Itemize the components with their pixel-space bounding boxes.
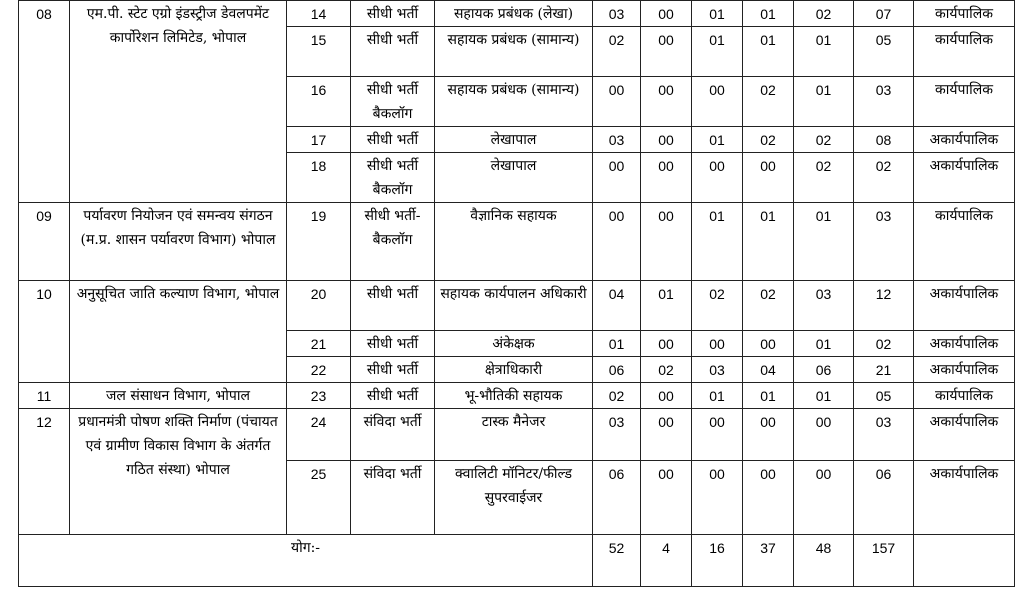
post-name: लेखापाल (435, 127, 593, 153)
table-row (19, 203, 1015, 281)
serial-number: 09 (19, 203, 70, 281)
count-c1: 00 (593, 77, 641, 127)
count-c3: 01 (692, 1, 743, 27)
count-c2: 00 (641, 1, 692, 27)
count-c5: 06 (794, 357, 854, 383)
post-number: 22 (287, 357, 351, 383)
post-type: अकार्यपालिक (914, 461, 1015, 535)
post-number: 20 (287, 281, 351, 331)
totals-blank (914, 535, 1015, 587)
recruitment-mode: सीधी भर्ती बैकलॉग (351, 77, 435, 127)
count-c5: 02 (794, 153, 854, 203)
totals-label: योग:- (19, 535, 593, 587)
count-c3: 00 (692, 331, 743, 357)
count-c2: 01 (641, 281, 692, 331)
count-c1: 03 (593, 127, 641, 153)
table-row (19, 1, 1015, 27)
table-row (19, 383, 1015, 409)
count-c2: 00 (641, 127, 692, 153)
post-number: 16 (287, 77, 351, 127)
department-name: अनुसूचित जाति कल्याण विभाग, भोपाल (70, 281, 287, 383)
recruitment-mode: सीधी भर्ती बैकलॉग (351, 153, 435, 203)
post-name: भू-भौतिकी सहायक (435, 383, 593, 409)
serial-number: 10 (19, 281, 70, 383)
row-total: 03 (854, 203, 914, 281)
post-type: कार्यपालिक (914, 27, 1015, 77)
totals-total: 157 (854, 535, 914, 587)
post-type: अकार्यपालिक (914, 331, 1015, 357)
post-number: 17 (287, 127, 351, 153)
post-type: कार्यपालिक (914, 1, 1015, 27)
post-name: सहायक प्रबंधक (सामान्य) (435, 77, 593, 127)
row-total: 07 (854, 1, 914, 27)
row-total: 06 (854, 461, 914, 535)
count-c5: 00 (794, 461, 854, 535)
count-c5: 01 (794, 331, 854, 357)
recruitment-mode: सीधी भर्ती (351, 27, 435, 77)
post-type: कार्यपालिक (914, 77, 1015, 127)
row-total: 05 (854, 383, 914, 409)
count-c5: 01 (794, 383, 854, 409)
count-c5: 01 (794, 77, 854, 127)
post-number: 19 (287, 203, 351, 281)
post-number: 25 (287, 461, 351, 535)
count-c3: 01 (692, 383, 743, 409)
count-c1: 01 (593, 331, 641, 357)
count-c4: 00 (743, 461, 794, 535)
table-row (19, 281, 1015, 331)
count-c4: 01 (743, 27, 794, 77)
row-total: 02 (854, 331, 914, 357)
count-c3: 00 (692, 77, 743, 127)
count-c2: 00 (641, 77, 692, 127)
count-c5: 02 (794, 1, 854, 27)
count-c3: 01 (692, 127, 743, 153)
row-total: 02 (854, 153, 914, 203)
count-c1: 02 (593, 383, 641, 409)
post-number: 15 (287, 27, 351, 77)
post-type: अकार्यपालिक (914, 281, 1015, 331)
row-total: 21 (854, 357, 914, 383)
row-total: 03 (854, 409, 914, 461)
post-number: 18 (287, 153, 351, 203)
post-name: सहायक प्रबंधक (सामान्य) (435, 27, 593, 77)
serial-number: 12 (19, 409, 70, 535)
totals-c5: 48 (794, 535, 854, 587)
post-type: अकार्यपालिक (914, 127, 1015, 153)
row-total: 05 (854, 27, 914, 77)
post-name: लेखापाल (435, 153, 593, 203)
count-c5: 02 (794, 127, 854, 153)
row-total: 08 (854, 127, 914, 153)
post-type: कार्यपालिक (914, 203, 1015, 281)
count-c4: 02 (743, 127, 794, 153)
count-c1: 02 (593, 27, 641, 77)
recruitment-mode: सीधी भर्ती (351, 383, 435, 409)
post-name: टास्क मैनेजर (435, 409, 593, 461)
count-c1: 06 (593, 461, 641, 535)
row-total: 12 (854, 281, 914, 331)
post-number: 21 (287, 331, 351, 357)
count-c3: 00 (692, 461, 743, 535)
count-c1: 03 (593, 409, 641, 461)
recruitment-mode: संविदा भर्ती (351, 409, 435, 461)
count-c2: 00 (641, 203, 692, 281)
post-type: अकार्यपालिक (914, 153, 1015, 203)
department-name: प्रधानमंत्री पोषण शक्ति निर्माण (पंचायत एवं ग्रामीण विकास विभाग के अंतर्गत गठित संस्था) भोपाल (70, 409, 287, 535)
serial-number: 08 (19, 1, 70, 203)
count-c1: 00 (593, 203, 641, 281)
count-c2: 00 (641, 461, 692, 535)
post-number: 24 (287, 409, 351, 461)
count-c3: 03 (692, 357, 743, 383)
post-type: अकार्यपालिक (914, 357, 1015, 383)
vacancy-table (18, 0, 1015, 587)
post-number: 14 (287, 1, 351, 27)
post-name: वैज्ञानिक सहायक (435, 203, 593, 281)
count-c2: 00 (641, 27, 692, 77)
count-c3: 01 (692, 203, 743, 281)
department-name: एम.पी. स्टेट एग्रो इंडस्ट्रीज डेवलपमेंट कार्पोरेशन लिमिटेड, भोपाल (70, 1, 287, 203)
table-row (19, 409, 1015, 461)
count-c4: 00 (743, 153, 794, 203)
totals-row (19, 535, 1015, 587)
post-name: क्षेत्राधिकारी (435, 357, 593, 383)
count-c2: 00 (641, 383, 692, 409)
count-c2: 02 (641, 357, 692, 383)
department-name: जल संसाधन विभाग, भोपाल (70, 383, 287, 409)
post-name: सहायक कार्यपालन अधिकारी (435, 281, 593, 331)
totals-c3: 16 (692, 535, 743, 587)
post-type: अकार्यपालिक (914, 409, 1015, 461)
count-c3: 00 (692, 153, 743, 203)
count-c4: 00 (743, 331, 794, 357)
count-c4: 02 (743, 77, 794, 127)
post-name: क्वालिटी मॉनिटर/फील्ड सुपरवाईजर (435, 461, 593, 535)
count-c1: 04 (593, 281, 641, 331)
count-c4: 01 (743, 203, 794, 281)
serial-number: 11 (19, 383, 70, 409)
count-c1: 06 (593, 357, 641, 383)
count-c3: 00 (692, 409, 743, 461)
totals-c4: 37 (743, 535, 794, 587)
post-name: अंकेक्षक (435, 331, 593, 357)
post-number: 23 (287, 383, 351, 409)
count-c4: 04 (743, 357, 794, 383)
count-c5: 03 (794, 281, 854, 331)
count-c2: 00 (641, 331, 692, 357)
recruitment-mode: सीधी भर्ती- बैकलॉग (351, 203, 435, 281)
count-c2: 00 (641, 153, 692, 203)
count-c3: 01 (692, 27, 743, 77)
recruitment-mode: सीधी भर्ती (351, 281, 435, 331)
department-name: पर्यावरण नियोजन एवं समन्वय संगठन (म.प्र. शासन पर्यावरण विभाग) भोपाल (70, 203, 287, 281)
totals-c1: 52 (593, 535, 641, 587)
count-c5: 01 (794, 27, 854, 77)
count-c5: 01 (794, 203, 854, 281)
totals-c2: 4 (641, 535, 692, 587)
count-c2: 00 (641, 409, 692, 461)
count-c3: 02 (692, 281, 743, 331)
row-total: 03 (854, 77, 914, 127)
post-name: सहायक प्रबंधक (लेखा) (435, 1, 593, 27)
count-c4: 01 (743, 383, 794, 409)
count-c4: 02 (743, 281, 794, 331)
count-c4: 00 (743, 409, 794, 461)
recruitment-mode: सीधी भर्ती (351, 357, 435, 383)
recruitment-mode: सीधी भर्ती (351, 1, 435, 27)
count-c1: 00 (593, 153, 641, 203)
count-c5: 00 (794, 409, 854, 461)
recruitment-mode: संविदा भर्ती (351, 461, 435, 535)
recruitment-mode: सीधी भर्ती (351, 127, 435, 153)
count-c4: 01 (743, 1, 794, 27)
recruitment-mode: सीधी भर्ती (351, 331, 435, 357)
count-c1: 03 (593, 1, 641, 27)
post-type: कार्यपालिक (914, 383, 1015, 409)
